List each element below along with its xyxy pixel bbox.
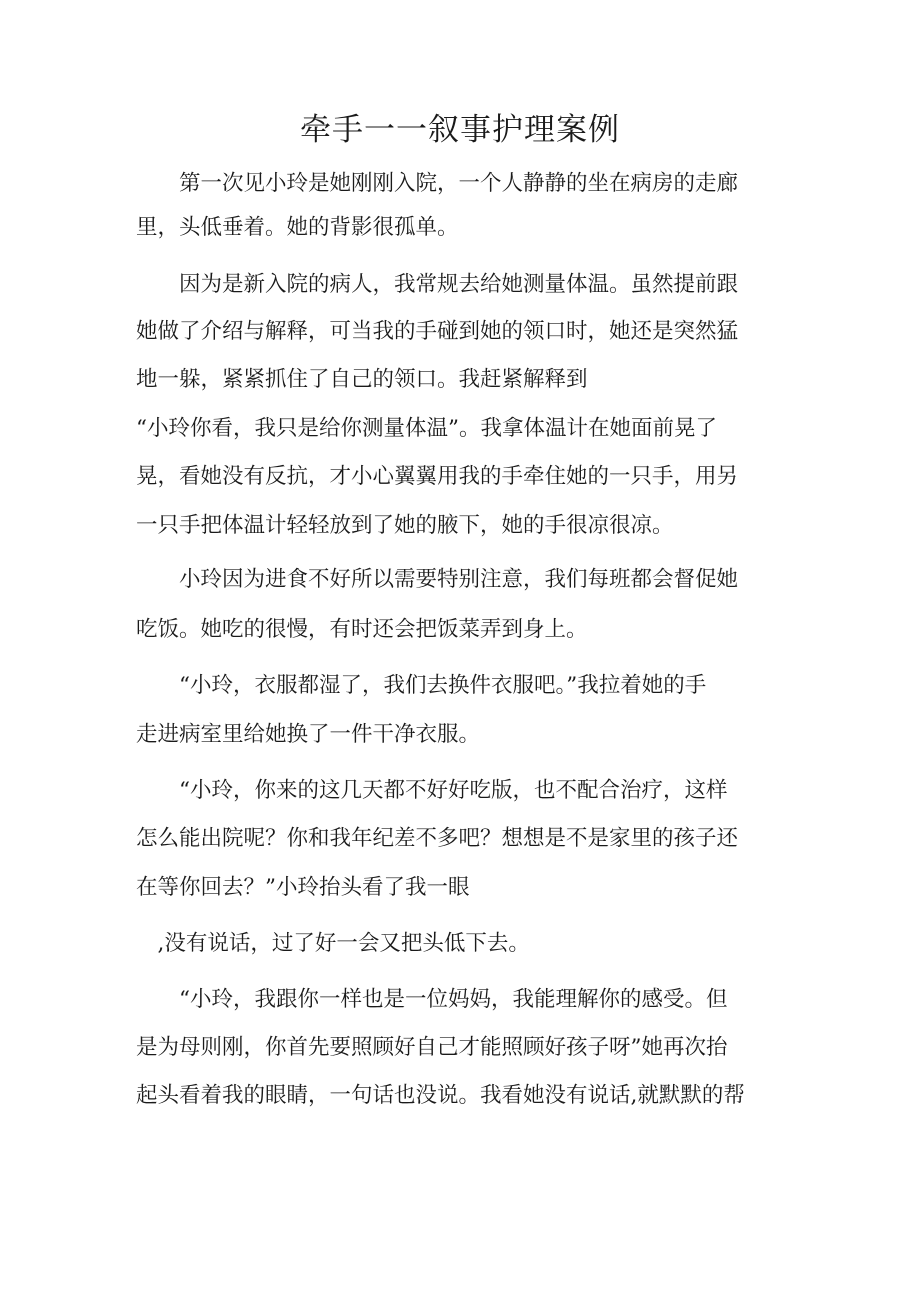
text-line: 一只手把体温计轻轻放到了她的腋下，她的手很凉很凉。 <box>136 513 674 538</box>
document-title: 牵手一一叙事护理案例 <box>300 112 620 148</box>
text-line: 在等你回去？”小玲抬头看了我一眼 <box>136 875 470 900</box>
text-line: 吃饭。她吃的很慢，有时还会把饭菜弄到身上。 <box>136 617 588 642</box>
text-line: ,没有说话，过了好一会又把头低下去。 <box>136 931 530 956</box>
text-line: 小玲因为进食不好所以需要特别注意，我们每班都会督促她 <box>136 567 739 592</box>
text-line: 走进病室里给她换了一件干净衣服。 <box>136 722 481 747</box>
text-line: “小玲，衣服都湿了，我们去换件衣服吧。”我拉着她的手 <box>136 673 707 698</box>
text-line: 是为母则刚，你首先要照顾好自己才能照顾好孩子呀”她再次抬 <box>136 1035 728 1060</box>
text-line: 地一躲，紧紧抓住了自己的领口。我赶紧解释到 <box>136 367 588 392</box>
text-line: 怎么能出院呢？你和我年纪差不多吧？想想是不是家里的孩子还 <box>136 826 739 851</box>
text-line: 她做了介绍与解释，可当我的手碰到她的领口时，她还是突然猛 <box>136 319 739 344</box>
text-line: “小玲你看，我只是给你测量体温”。我拿体温计在她面前晃了 <box>136 416 717 441</box>
text-line: 晃，看她没有反抗，才小心翼翼用我的手牵住她的一只手，用另 <box>136 464 739 489</box>
text-line: “小玲，我跟你一样也是一位妈妈，我能理解你的感受。但 <box>136 987 728 1012</box>
text-line: 里，头低垂着。她的背影很孤单。 <box>136 215 459 240</box>
text-line: 起头看着我的眼睛，一句话也没说。我看她没有说话,就默默的帮 <box>136 1083 745 1108</box>
text-line: 第一次见小玲是她刚刚入院，一个人静静的坐在病房的走廊 <box>136 171 739 196</box>
text-line: “小玲，你来的这几天都不好好吃版，也不配合治疗，这样 <box>136 778 728 803</box>
text-line: 因为是新入院的病人，我常规去给她测量体温。虽然提前跟 <box>136 272 739 297</box>
